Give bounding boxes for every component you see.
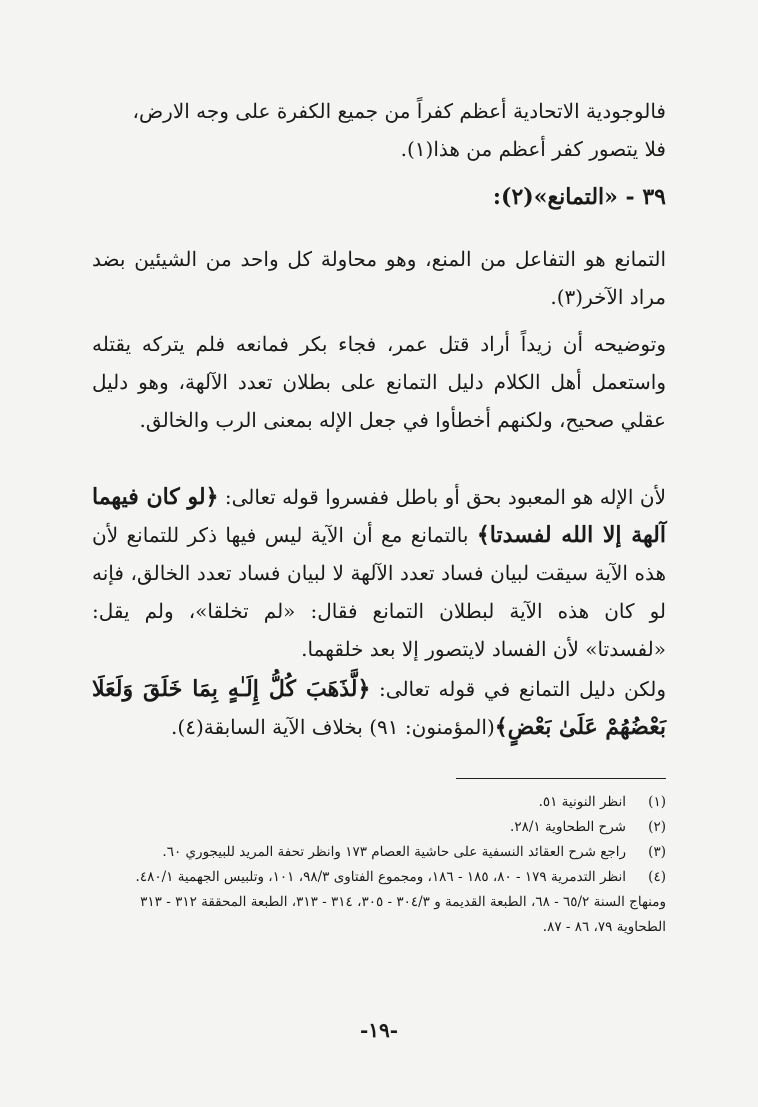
section-heading: ٣٩ - «التمانع»(٢): <box>492 184 666 210</box>
footnote-4 <box>92 865 666 890</box>
paragraph-2: التمانع هو التفاعل من المنع، وهو محاولة كل واحد من الشيئين بضد مراد الآخر(٣). <box>92 247 666 309</box>
footnote-3 <box>92 840 666 865</box>
footnote-number: (٣) <box>648 844 666 860</box>
paragraph-1-line-1: فالوجودية الاتحادية أعظم كفراً من جميع الكفرة على وجه الارض، <box>132 99 666 123</box>
paragraph-3: وتوضيحه أن زيداً أراد قتل عمر، فجاء بكر فمانعه فلم يتركه يقتله واستعمل أهل الكلام دليل التمانع على بطلان تعدد الآلهة، وهو دليل عقلي صحيح، ولكنهم أخطأوا في جعل الإله بمعنى الرب والخالق. <box>92 332 666 432</box>
footnote-2 <box>92 815 666 840</box>
paragraph-5 <box>92 670 666 746</box>
footnote-text: انظر النونية ٥١. <box>538 794 626 810</box>
paragraph-1-line-2: فلا يتصور كفر أعظم من هذا(١). <box>400 137 666 161</box>
footnote-text: شرح الطحاوية ٢٨/١. <box>510 819 626 835</box>
paragraph-4-prefix: لأن الإله هو المعبود بحق أو باطل ففسروا قوله تعالى: <box>218 485 666 509</box>
paragraph-1 <box>92 92 666 168</box>
footnote-text: راجع شرح العقائد النسفية على حاشية العصام ١٧٣ وانظر تحفة المريد للبيجوري ٦٠. <box>162 844 626 860</box>
paragraph-5-suffix: (المؤمنون: ٩١) بخلاف الآية السابقة(٤). <box>171 715 495 739</box>
footnotes <box>92 790 666 940</box>
page-number: -١٩- <box>359 1018 399 1042</box>
paragraph-5-prefix: ولكن دليل التمانع في قوله تعالى: <box>370 677 666 701</box>
footnote-text: انظر التدمرية ١٧٩ - ٨٠، ١٨٥ - ١٨٦، ومجموع الفتاوى ٩٨/٣، ١٠١، وتلبيس الجهمية ٤٨٠/١. <box>135 869 626 885</box>
footnote-number: (٢) <box>648 819 666 835</box>
paragraph-4-suffix: بالتمانع مع أن الآية ليس فيها ذكر للتمانع لأن هذه الآية سيقت لبيان فساد تعدد الآلهة لا لبيان فساد تعدد الخالق، فإنه لو كان هذه الآية لبطلان التمانع فقال: «لم تخلقا»، ولم يقل: «لفسدتا» لأن الفساد لايتصور إلا بعد خلقهما. <box>92 523 666 661</box>
footnote-number: (١) <box>648 794 666 810</box>
footnote-divider <box>456 778 666 779</box>
footnote-1 <box>92 790 666 815</box>
footnote-continuation: ومنهاج السنة ٦٥/٢ - ٦٨، الطبعة القديمة و ٣٠٤/٣ - ٣٠٥، ٣١٤ - ٣١٣، الطبعة المحققة ٣١٢ - ٣١٣ الطحاوية ٧٩، ٨٦ - ٨٧. <box>140 894 666 935</box>
paragraph-4 <box>92 478 666 668</box>
quran-verse-2: ﴿لَّذَهَبَ كُلُّ إِلَـٰهٍ بِمَا خَلَقَ وَلَعَلَا بَعْضُهُمْ عَلَىٰ بَعْضٍ﴾ <box>92 676 666 740</box>
quran-verse-1: ﴿لو كان فيهما آلهة إلا الله لفسدتا﴾ <box>92 484 666 548</box>
footnote-number: (٤) <box>648 869 666 885</box>
